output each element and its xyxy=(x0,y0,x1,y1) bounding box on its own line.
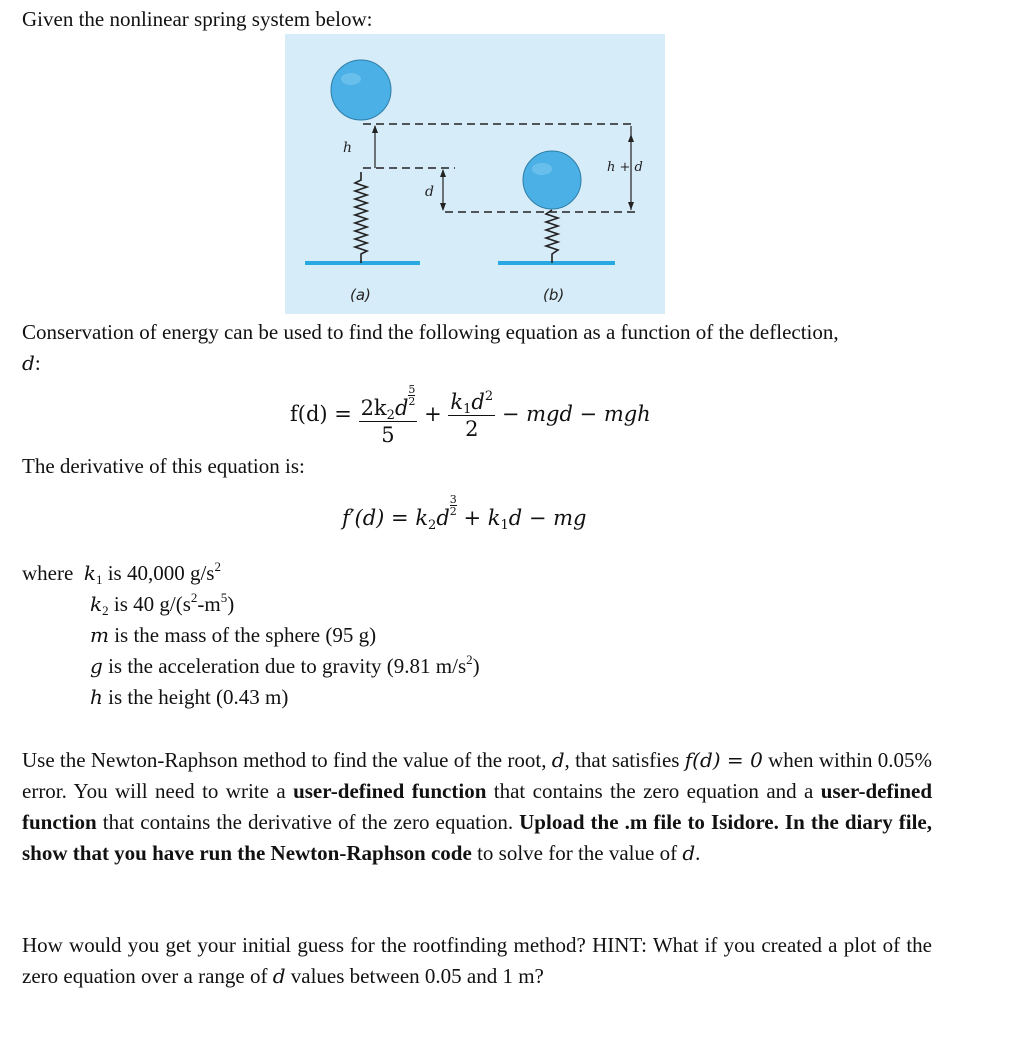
def-m: m is the mass of the sphere (95 g) xyxy=(90,623,377,647)
spring-system-figure xyxy=(285,34,665,314)
def-k2: $k_2$ is 40 $g/(s^2-m^5)$ xyxy=(90,590,235,618)
var-d: d xyxy=(22,351,35,375)
def-g: g is the acceleration due to gravity (9.81 $m/s^2$) xyxy=(90,652,480,678)
conservation-var-line: d: xyxy=(22,351,41,375)
hint-paragraph: How would you get your initial guess for the rootfinding method? HINT: What if you created a plot of the zero equation over a range of d values between 0.05 and 1 m? xyxy=(22,933,932,988)
label-h-plus-d: h + d xyxy=(607,160,643,175)
intro-text: Given the nonlinear spring system below: xyxy=(22,7,373,31)
def-k1: where $k_1$ is 40,000 $g/s^2$ xyxy=(22,559,221,587)
sphere-b xyxy=(523,151,581,209)
label-h: h xyxy=(343,140,353,156)
sphere-a xyxy=(331,60,391,120)
label-b: (b) xyxy=(543,286,565,304)
label-a: (a) xyxy=(350,286,371,304)
term1-fraction: $2k_2d$ $\frac{5}{2}$ 5 xyxy=(360,383,416,447)
task-paragraph: Use the Newton-Raphson method to find the value of the root, d, that satisfies f(d) = 0 when within 0.05% error. You will need to write a user-defined function that contains the zero equation and a user-defined function that contains the derivative of the zero equation. Upload the .m file to Isidore. In the diary file, show that you have run the Newton-Raphson code to solve for the value of d. xyxy=(22,748,933,865)
conservation-text: Conservation of energy can be used to find the following equation as a function of the deflection, xyxy=(22,320,839,344)
equation-f: f(d) = $2k_2d$ $\frac{5}{2}$ 5 + $\frac{k_1d^2}{2}$ − mgd − mgh xyxy=(290,383,651,447)
equation-fprime: $f'(d) = k_2d$ $\frac{3}{2}$ + $k_1d$ − mg xyxy=(342,493,587,533)
derivative-intro: The derivative of this equation is: xyxy=(22,454,305,478)
def-h: h is the height (0.43 m) xyxy=(90,685,289,709)
term2-fraction: $\frac{k_1d^2}{2}$ xyxy=(450,389,494,441)
label-d: d xyxy=(425,184,434,200)
